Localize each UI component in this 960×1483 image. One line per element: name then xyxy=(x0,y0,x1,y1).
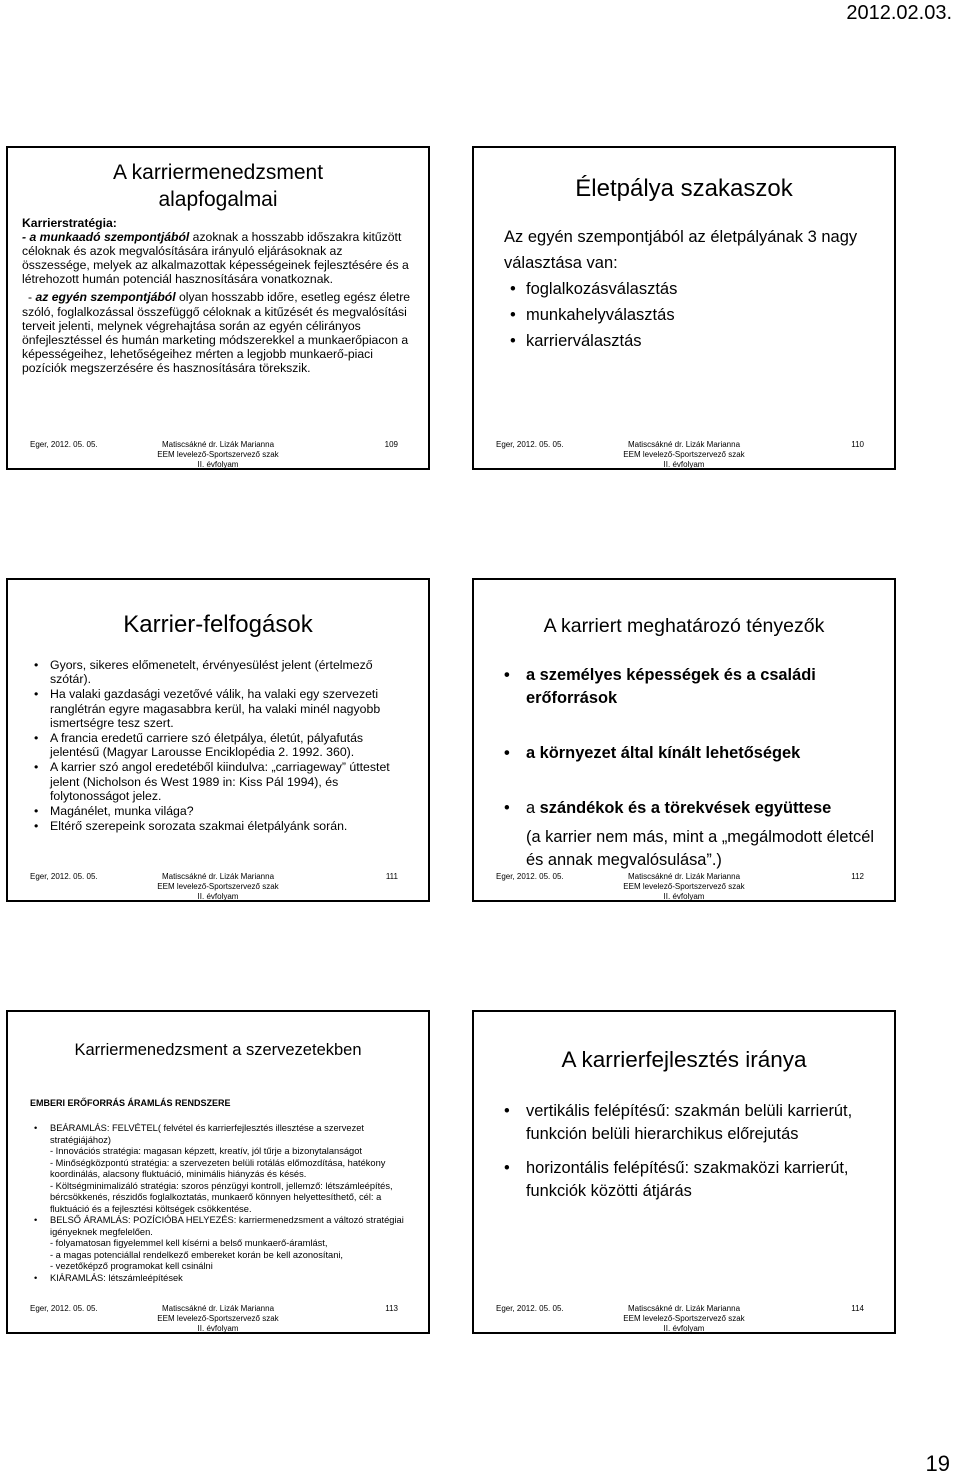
footer-date: Eger, 2012. 05. 05. xyxy=(30,1304,98,1313)
footer-course: EEM levelező-Sportszervező szak xyxy=(623,1314,745,1323)
slide-112 xyxy=(472,578,896,902)
slide-body xyxy=(526,664,880,902)
footer-center xyxy=(474,872,894,902)
sub-item: - Minőségközpontú stratégia: a szervezeten belüli rotálás előmozdítása, hatékony koordinálás, alacsony fluktuáció, minimális hiányzás és késés. xyxy=(50,1157,386,1179)
hr-flow-list xyxy=(50,1123,414,1284)
list-item xyxy=(526,797,880,872)
slide-113 xyxy=(6,1010,430,1334)
list-item: • vertikális felépítésű: szakmán belüli karrierút, funkción belüli hierarchikus előrejutás xyxy=(526,1100,880,1146)
sub-item: - vezetőképző programokat kell csinálni xyxy=(50,1261,213,1271)
list-item: • A francia eredetű carriere szó életpálya, életút, pályafutás jelentésű (Magyar Larousse Enciklopédia 2. 1992. 360). xyxy=(50,731,412,759)
slide-footer xyxy=(8,440,428,469)
inflow-label: • BEÁRAMLÁS: FELVÉTEL( felvétel és karrierfejlesztés illesztése a szervezet stratégiájához) xyxy=(50,1123,364,1145)
footer-date: Eger, 2012. 05. 05. xyxy=(496,1304,564,1313)
sub-item: - a magas potenciállal rendelkező embereket korán be kell azonosítani, xyxy=(50,1249,344,1260)
footer-center xyxy=(474,440,894,470)
slide-footer xyxy=(474,1304,894,1333)
factor-emphasis: szándékok és a törekvések együttese xyxy=(539,799,832,817)
employer-emphasis: a munkaadó szempontjából xyxy=(29,230,190,245)
slide-number: 109 xyxy=(384,440,398,449)
concept-list xyxy=(50,658,412,833)
strategy-heading: Karrierstratégia: xyxy=(22,216,117,230)
list-item: • Magánélet, munka világa? xyxy=(50,804,412,818)
list-item: • Eltérő szerepeink sorozata szakmai életpályánk során. xyxy=(50,819,412,833)
list-item: • A karrier szó angol eredetéből kiindulva: „carriageway” úttestet jelent (Nicholson és West 1989 in: Kiss Pál 1994), és folytonosságot jelez. xyxy=(50,760,412,803)
section-heading: EMBERI ERŐFORRÁS ÁRAMLÁS RENDSZERE xyxy=(30,1098,231,1108)
footer-author: Matiscsákné dr. Lizák Marianna xyxy=(161,872,275,881)
footer-center xyxy=(8,440,428,470)
page-date: 2012.02.03. xyxy=(846,2,952,24)
footer-center xyxy=(8,872,428,902)
slide-intro: Az egyén szempontjából az életpályának 3 nagy választása van: xyxy=(504,228,858,272)
page-number: 19 xyxy=(925,1451,950,1476)
footer-date: Eger, 2012. 05. 05. xyxy=(30,440,98,449)
individual-dash: - xyxy=(28,290,36,305)
list-item: • foglalkozásválasztás xyxy=(526,276,878,302)
footer-date: Eger, 2012. 05. 05. xyxy=(496,872,564,881)
sub-item: - Költségminimalizáló stratégia: szoros pénzügyi kontroll, jellemző: létszámleépítés, bércsökkenés, részidős foglalkoztatás, munkaerő könnyen helyettesíthető, cél: a fluktuáció és a fejlesztési költségek csökkentése. xyxy=(50,1180,393,1214)
slide-footer xyxy=(8,872,428,901)
footer-author: Matiscsákné dr. Lizák Marianna xyxy=(627,872,741,881)
footer-extra: II. évfolyam xyxy=(197,892,239,901)
slide-title-line2: alapfogalmai xyxy=(158,187,278,211)
employer-text: azoknak a hosszabb időszakra kitűzött céloknak és azok megvalósítására irányuló eljárásoknak az összessége, melyek az alkalmazottak képességeinek fejlesztésére és a létrehozott humán potenciál hasznosítására vonatkoznak. xyxy=(22,230,409,287)
slide-number: 113 xyxy=(385,1304,398,1313)
slide-number: 112 xyxy=(851,872,864,881)
slide-title: Életpálya szakaszok xyxy=(575,175,793,202)
employer-paragraph xyxy=(22,230,412,286)
footer-author: Matiscsákné dr. Lizák Marianna xyxy=(627,440,741,449)
list-item: • Ha valaki gazdasági vezetővé válik, ha valaki egy szervezeti ranglétrán egyre magasabbra kerül, ha valaki minél nagyobb ismertségre tesz szert. xyxy=(50,687,412,730)
slide-body xyxy=(50,1123,414,1284)
list-item xyxy=(50,1215,414,1273)
direction-list xyxy=(526,1100,880,1203)
sub-item: - folyamatosan figyelemmel kell kísérni a belső munkaerő-áramlást, xyxy=(50,1238,328,1248)
list-item: • munkahelyválasztás xyxy=(526,302,878,328)
list-item: • horizontális felépítésű: szakmaközi karrierút, funkciók közötti átjárás xyxy=(526,1157,880,1203)
footer-course: EEM levelező-Sportszervező szak xyxy=(157,882,279,891)
slide-title: Karriermenedzsment a szervezetekben xyxy=(74,1041,362,1059)
slide-number: 110 xyxy=(851,440,864,449)
footer-center xyxy=(474,1304,894,1334)
slide-109 xyxy=(6,146,430,470)
individual-paragraph xyxy=(22,290,412,375)
individual-emphasis: az egyén szempontjából xyxy=(35,290,176,305)
factor-prefix: a xyxy=(526,799,540,817)
slide-title: A karriert meghatározó tényezők xyxy=(543,615,825,637)
list-item: • a személyes képességek és a családi erőforrások xyxy=(526,664,880,710)
internal-flow-label: • BELSŐ ÁRAMLÁS: POZÍCIÓBA HELYEZÉS: karriermenedzsment a változó stratégiai igényeknek megfelelően. xyxy=(50,1215,404,1237)
footer-course: EEM levelező-Sportszervező szak xyxy=(157,450,279,459)
footer-course: EEM levelező-Sportszervező szak xyxy=(623,882,745,891)
footer-date: Eger, 2012. 05. 05. xyxy=(496,440,564,449)
choice-list xyxy=(526,276,878,354)
slide-footer xyxy=(8,1304,428,1333)
slide-number: 114 xyxy=(851,1304,864,1313)
employer-dash: - xyxy=(22,230,30,245)
footer-date: Eger, 2012. 05. 05. xyxy=(30,872,98,881)
slide-body xyxy=(504,224,878,354)
slide-114 xyxy=(472,1010,896,1334)
footer-center xyxy=(8,1304,428,1334)
list-item xyxy=(50,1123,414,1215)
slide-number: 111 xyxy=(385,872,398,881)
slide-footer xyxy=(474,440,894,469)
footer-course: EEM levelező-Sportszervező szak xyxy=(157,1314,279,1323)
footer-extra: II. évfolyam xyxy=(663,892,705,901)
list-item: • a környezet által kínált lehetőségek xyxy=(526,742,880,765)
footer-extra: II. évfolyam xyxy=(663,460,705,469)
footer-course: EEM levelező-Sportszervező szak xyxy=(623,450,745,459)
individual-text: olyan hosszabb időre, esetleg egész életre szóló, foglalkozással összefüggő céloknak a kitűzését és megvalósítási terveit jelenti, melynek végrehajtása során az egyén célirányos önfejlesztéssel és humán marketing módszerekkel a munkaerőpiacon a képességeihez, lehetőségeihez mérten a legjobb munkaerő-piaci pozíciók megszerzésére és hasznosítására törekszik. xyxy=(22,290,411,375)
slide-title xyxy=(8,160,428,214)
footer-author: Matiscsákné dr. Lizák Marianna xyxy=(161,440,275,449)
slide-111 xyxy=(6,578,430,902)
slide-body xyxy=(50,658,412,834)
slide-footer xyxy=(474,872,894,901)
footer-author: Matiscsákné dr. Lizák Marianna xyxy=(627,1304,741,1313)
footer-extra: II. évfolyam xyxy=(197,460,239,469)
slide-title: Karrier-felfogások xyxy=(123,611,313,638)
list-item: • karrierválasztás xyxy=(526,328,878,354)
list-item: • Gyors, sikeres előmenetelt, érvényesülést jelent (értelmező szótár). xyxy=(50,658,412,686)
slide-body xyxy=(526,1100,880,1214)
slide-title: A karrierfejlesztés iránya xyxy=(561,1047,807,1072)
footer-author: Matiscsákné dr. Lizák Marianna xyxy=(161,1304,275,1313)
slide-110 xyxy=(472,146,896,470)
sub-item: - Innovációs stratégia: magasan képzett, kreatív, jól tűrje a bizonytalanságot xyxy=(50,1146,362,1156)
footer-extra: II. évfolyam xyxy=(197,1324,239,1333)
slide-body xyxy=(22,216,412,375)
factor-list xyxy=(526,664,880,872)
factor-note: (a karrier nem más, mint a „megálmodott életcél és annak megvalósulása”.) xyxy=(526,828,874,869)
footer-extra: II. évfolyam xyxy=(663,1324,705,1333)
slide-title-line1: A karriermenedzsment xyxy=(112,161,324,184)
list-item: • KIÁRAMLÁS: létszámleépítések xyxy=(50,1273,414,1285)
